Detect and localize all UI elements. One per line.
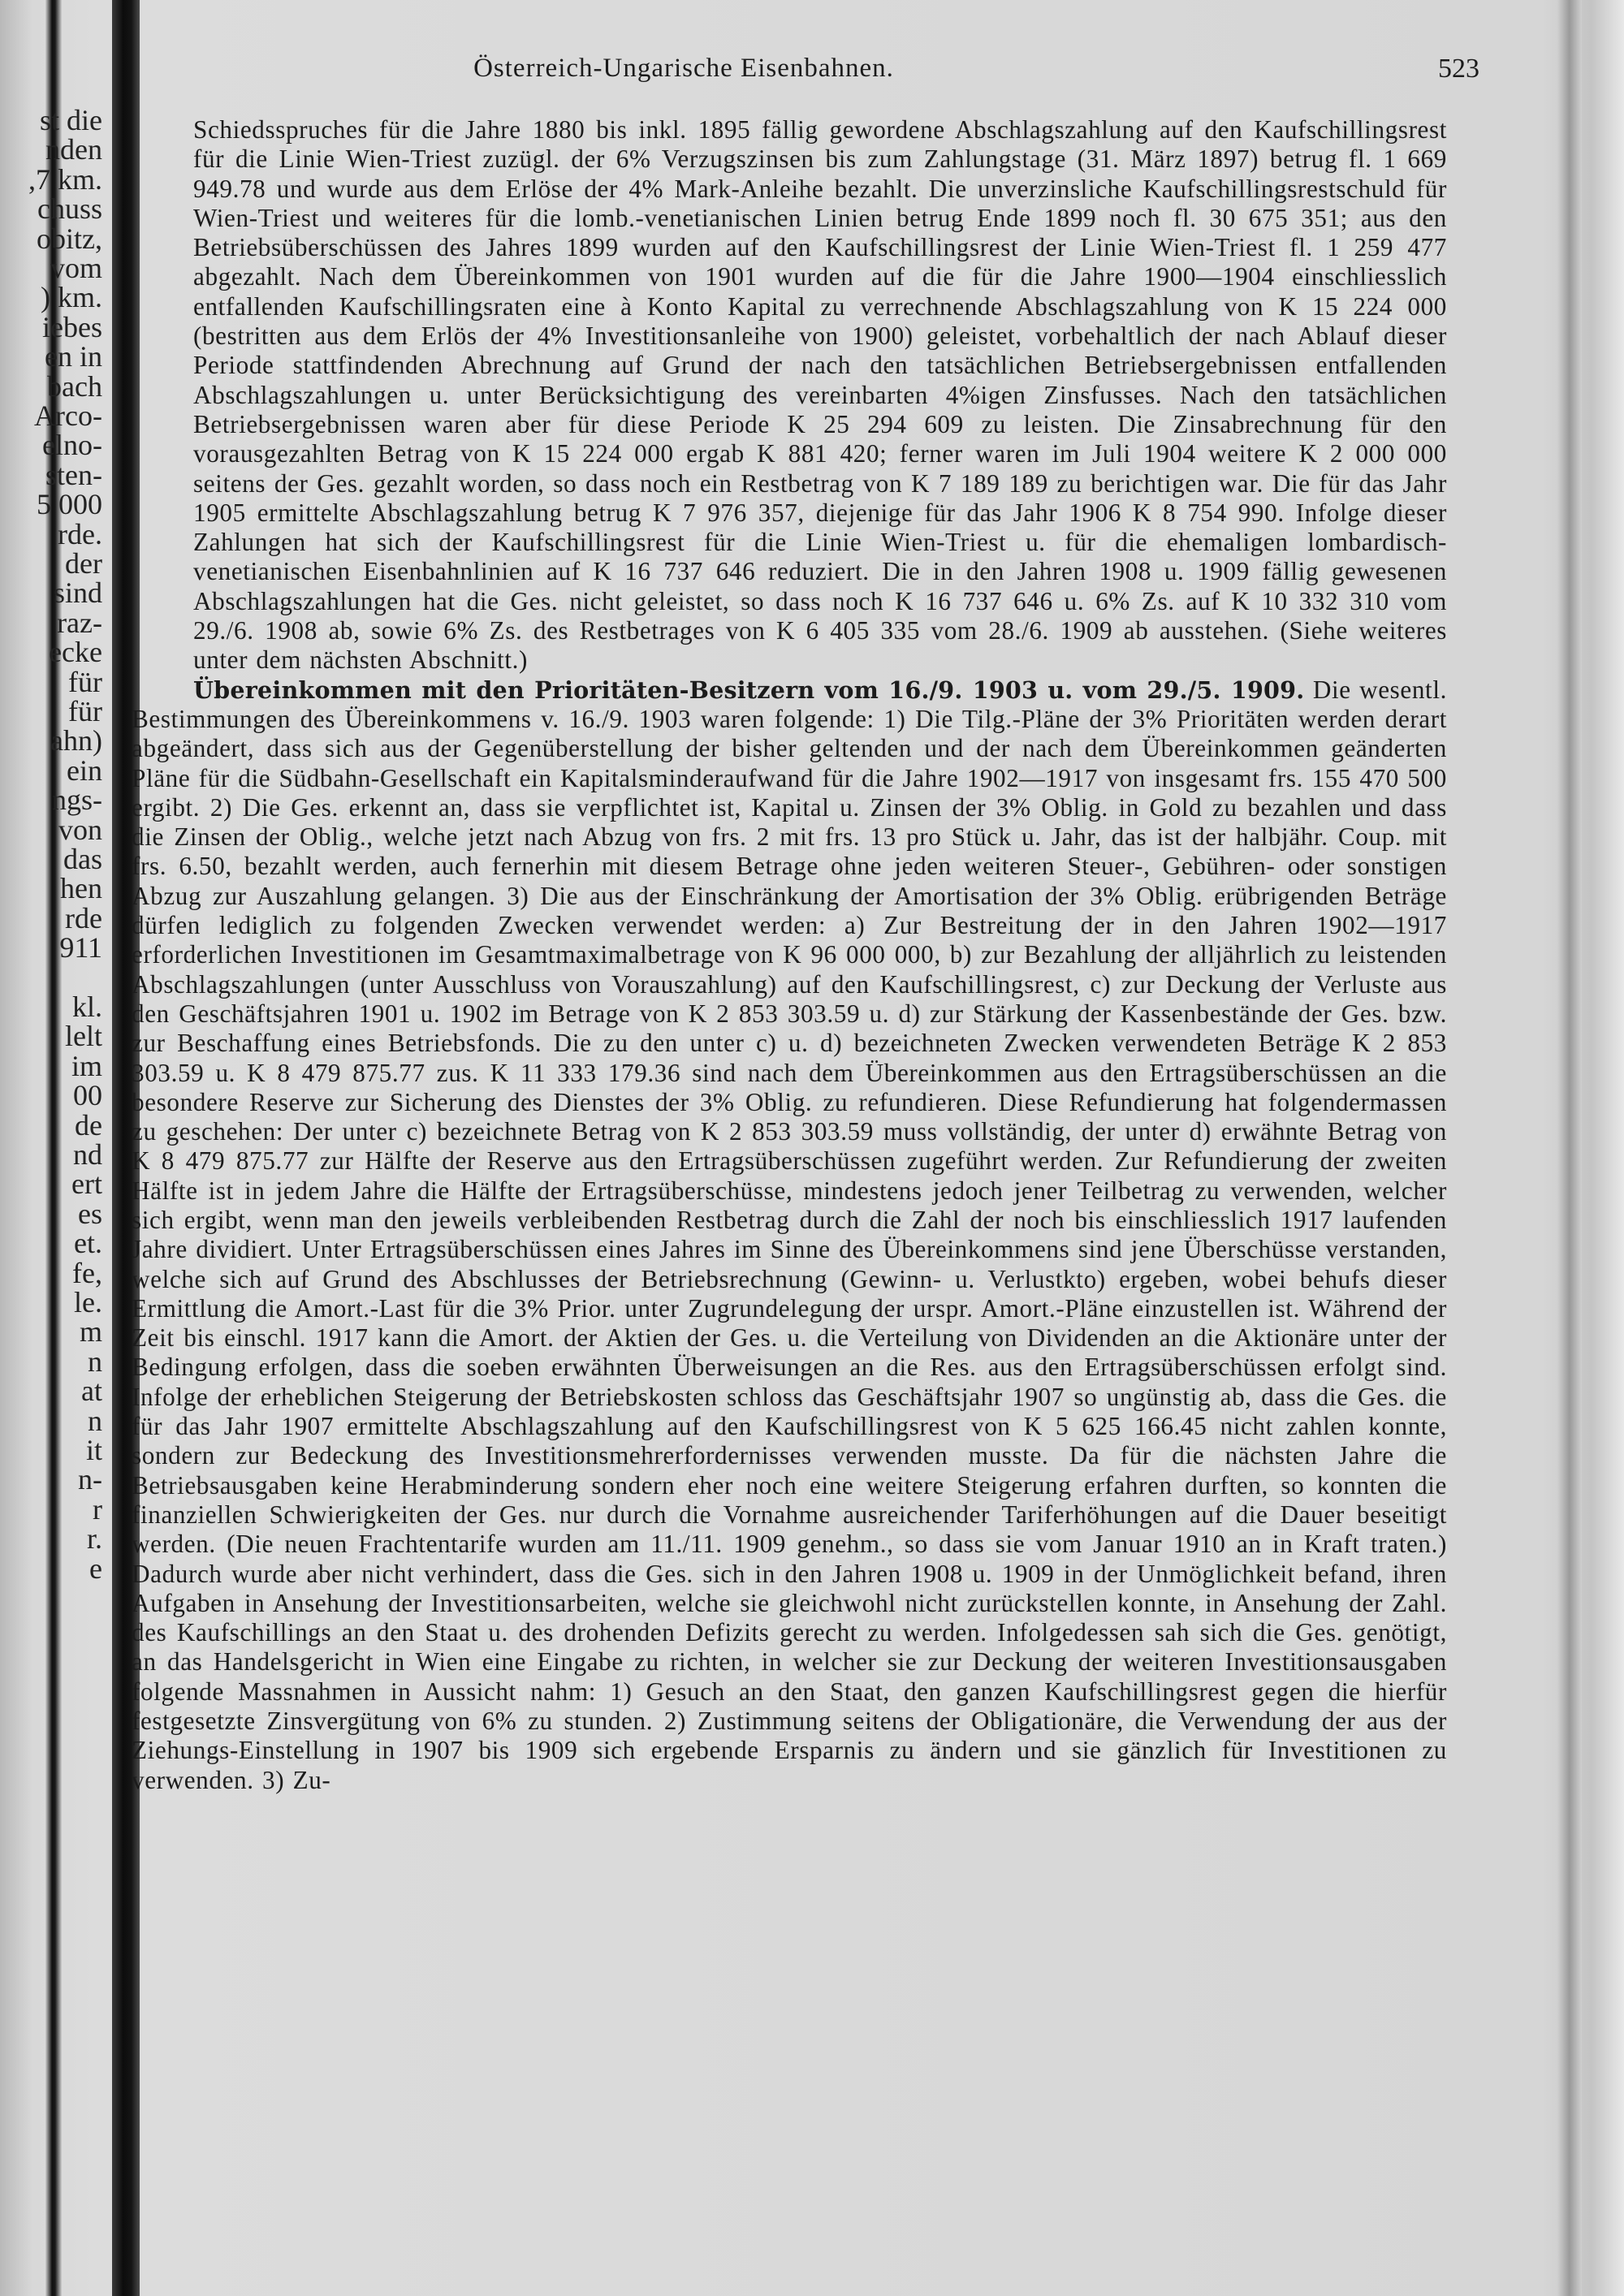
previous-page-fragment: rde bbox=[65, 901, 102, 934]
previous-page-fragment: ngs- bbox=[52, 783, 102, 817]
previous-page-fragment: vom bbox=[50, 252, 102, 284]
paragraph-uebereinkommen bbox=[132, 675, 1447, 1795]
section-heading: Übereinkommen mit den Prioritäten-Besitzern vom 16./9. 1903 u. vom 29./5. 1909. bbox=[193, 675, 1305, 704]
previous-page-fragment: iebes bbox=[42, 310, 102, 343]
previous-page-fragment: rde. bbox=[58, 517, 102, 550]
previous-page-fragment: st die bbox=[40, 106, 102, 136]
previous-page-fragment: obitz, bbox=[37, 222, 102, 255]
previous-page-fragment: bach bbox=[47, 369, 102, 403]
previous-page-fragment: le. bbox=[74, 1286, 102, 1318]
previous-page-fragment: de bbox=[75, 1108, 102, 1142]
paragraph-uebereinkommen-text: Die wesentl. Bestimmungen des Übereinkommens v. 16./9. 1903 waren folgende: 1) Die Tilg.-Pläne der 3% Prioritäten werden derart abgeändert, dass sich aus der Gegenüberstellung der bisher geltenden und der nach dem Übereinkommen geänderten Pläne für die Südbahn-Gesellschaft ein Kapitalsminderaufwand für die Jahre 1902—1917 von insgesamt frs. 155 470 500 ergibt. 2) Die Ges. erkennt an, dass sie verpflichtet ist, Kapital u. Zinsen der 3% Oblig. in Gold zu bezahlen und dass die Zinsen der Oblig., welche jetzt nach Abzug von frs. 2 mit frs. 13 pro Stück u. Jahr, das ist der halbjähr. Coup. mit frs. 6.50, bezahlt werden, auch fernerhin mit diesem Betrage ohne jeden weiteren Steuer-, Gebühren- oder sonstigen Abzug zur Auszahlung gelangen. 3) Die aus der Einschränkung der Amortisation der 3% Oblig. erübrigenden Beträge dürfen lediglich zu folgenden Zwecken verwendet werden: a) Zur Bestreitung der in den Jahren 1902—1917 erforderlichen Investitionen im Gesamtmaximalbetrage von K 96 000 000, b) zur Bezahlung der alljährlich zu leistenden Abschlagszahlungen (unter Ausschluss von Vorauszahlung) auf den Kaufschillingsrest, c) zur Deckung der Verluste aus den Geschäftsjahren 1901 u. 1902 im Betrage von K 2 853 303.59 u. d) zur Stärkung der Kassenbestände der Ges. bzw. zur Beschaffung eines Betriebsfonds. Die zu den unter c) u. d) bezeichneten Zwecken verwendeten Beträge K 2 853 303.59 u. K 8 479 875.77 zus. K 11 333 179.36 sind nach dem Übereinkommen aus den Ertragsüberschüssen an die besondere Reserve zur Sicherung des Dienstes der 3% Oblig. zu refundieren. Diese Refundierung hat folgendermassen zu geschehen: Der unter c) bezeichnete Betrag von K 2 853 303.59 muss vollständig, der unter d) erwähnte Betrag von K 8 479 875.77 zur Hälfte der Reserve aus den Ertragsüberschüssen zugeführt werden. Zur Refundierung der zweiten Hälfte ist in jedem Jahre die Hälfte der Ertragsüberschüsse, mindestens jedoch jener Teilbetrag zu verwenden, welcher sich ergibt, wenn man den jeweils verbleibenden Restbetrag durch die Zahl der noch bis einschliesslich 1917 laufenden Jahre dividiert. Unter Ertragsüberschüssen eines Jahres im Sinne des Übereinkommens sind jene Überschüsse verstanden, welche sich auf Grund des Abschlusses der Betriebsrechnung (Gewinn- u. Verlustkto) ergeben, wobei behufs dieser Ermittlung die Amort.-Last für die 3% Prior. unter Zugrundelegung der urspr. Amort.-Pläne einzustellen ist. Während der Zeit bis einschl. 1917 kann die Amort. der Aktien der Ges. u. die Verteilung von Dividenden an die Aktionäre unter der Bedingung erfolgen, dass die soeben erwähnten Überweisungen an die Res. aus den Ertragsüberschüssen erfolgt sind. Infolge der erheblichen Steigerung der Betriebskosten schloss das Geschäftsjahr 1907 so ungünstig ab, dass die Ges. die für das Jahr 1907 ermittelte Abschlagszahlung auf den Kaufschillingsrest von K 5 625 166.45 nicht zahlen konnte, sondern zur Bedeckung des Investitionsmehrerfordernisses verwenden musste. Da für die nächsten Jahre die Betriebsausgaben keine Herabminderung sondern eher noch eine weitere Steigerung erfahren durften, so konnten die finanziellen Schwierigkeiten der Ges. nur durch die Vornahme ausreichender Tariferhöhungen auf die Dauer beseitigt werden. (Die neuen Frachtentarife wurden am 11./11. 1909 genehm., so dass sie vom Januar 1910 an in Kraft traten.) Dadurch wurde aber nicht verhindert, dass die Ges. sich in den Jahren 1908 u. 1909 in der Unmöglichkeit befand, ihren Aufgaben in Ansehung der Investitionsarbeiten, welche sie gleichwohl nicht zurückstellen konnte, in Ansehung der Zahl. des Kaufschillings an den Staat u. des drohenden Defizits gerecht zu werden. Infolgedessen sah sich die Ges. genötigt, an das Handelsgericht in Wien eine Eingabe zu richten, in welcher sie zur Deckung der weiteren Investitionsausgaben folgende Massnahmen in Aussicht nahm: 1) Gesuch an den Staat, den ganzen Kaufschillingsrest gegen die hierfür festgesetzte Zinsvergütung von 6% zu stunden. 2) Zustimmung seitens der Obligationäre, die Verwendung der aus der Ziehungs-Einstellung in 1907 bis 1909 sich ergebende Ersparnis zu ändern und sie gänzlich für Investitionen zu verwenden. 3) Zu- bbox=[132, 675, 1447, 1794]
page-right-edge bbox=[1557, 0, 1582, 2296]
previous-page-edge bbox=[0, 106, 110, 1973]
previous-page-fragment: von bbox=[58, 813, 102, 846]
previous-page-fragment: lelt bbox=[65, 1020, 102, 1053]
previous-page-fragment: im bbox=[71, 1049, 102, 1082]
previous-page-fragment: at bbox=[81, 1375, 102, 1408]
previous-page-fragment: elno- bbox=[42, 429, 102, 462]
page-number: 523 bbox=[1438, 54, 1479, 84]
previous-page-fragment: für bbox=[68, 665, 102, 698]
previous-page-fragment: raz- bbox=[57, 606, 102, 639]
previous-page-fragment: es bbox=[78, 1197, 102, 1230]
previous-page-fragment: ,7 km. bbox=[28, 162, 102, 196]
previous-page-fragment: it bbox=[85, 1434, 102, 1466]
previous-page-fragment: n bbox=[88, 1344, 102, 1378]
previous-page-fragment: et. bbox=[74, 1227, 102, 1260]
previous-page-fragment: Arco- bbox=[34, 399, 102, 432]
previous-page-fragment: n- bbox=[78, 1463, 102, 1496]
previous-page-fragment: hen bbox=[60, 872, 102, 905]
previous-page-fragment: für bbox=[68, 695, 102, 727]
previous-page-fragment: ert bbox=[71, 1167, 102, 1201]
previous-page-fragment: sind bbox=[53, 576, 102, 610]
document-page bbox=[132, 49, 1479, 2241]
previous-page-fragment: 911 bbox=[59, 931, 102, 965]
previous-page-fragment: ) km. bbox=[41, 281, 102, 314]
previous-page-fragment: ein bbox=[67, 753, 102, 787]
paragraph-kaufschilling: Schiedsspruches für die Jahre 1880 bis inkl. 1895 fällig gewordene Abschlagszahlung auf den Kaufschillingsrest für die Linie Wien-Triest zuzügl. der 6% Verzugszinsen bis zum Zahlungstage (31. März 1897) betrug fl. 1 669 949.78 und wurde aus dem Erlöse der 4% Mark-Anleihe bezahlt. Die unverzinsliche Kaufschillingsrestschuld für Wien-Triest und weiteres für die lomb.-venetianischen Linien betrug Ende 1899 noch fl. 30 675 351; aus den Betriebsüberschüssen des Jahres 1899 wurden auf den Kaufschillingsrest der Linie Wien-Triest fl. 1 259 477 abgezahlt. Nach dem Übereinkommen von 1901 wurden auf die für die Jahre 1900—1904 einschliesslich entfallenden Kaufschillingsraten eine à Konto Kapital zu verrechnende Abschlagszahlung von K 15 224 000 (bestritten aus dem Erlös der 4% Investitionsanleihe von 1900) geleistet, vorbehaltlich der nach Ablauf dieser Periode stattfindenden Abrechnung auf Grund der nach den tatsächlichen Betriebsergebnissen entfallenden Abschlagszahlungen u. unter Berücksichtigung des vereinbarten 4%igen Zinsfusses. Nach den tatsächlichen Betriebsergebnissen waren aber für diese Periode K 25 294 609 zu leisten. Die Zinsabrechnung für den vorausgezahlten Betrag von K 15 224 000 ergab K 881 420; ferner waren im Juli 1904 weitere K 2 000 000 seitens der Ges. gezahlt worden, so dass noch ein Restbetrag von K 7 189 189 zu berichtigen war. Die für das Jahr 1905 ermittelte Abschlagszahlung betrug K 7 976 357, diejenige für das Jahr 1906 K 8 754 990. Infolge dieser Zahlungen hat sich der Kaufschillingsrest für die Linie Wien-Triest u. für die ehemaligen lombardisch-venetianischen Eisenbahnlinien auf K 16 737 646 reduziert. Die in den Jahren 1908 u. 1909 fällig gewesenen Abschlagszahlungen hat die Ges. nicht geleistet, so dass noch K 16 737 646 u. 6% Zs. auf K 10 332 310 vom 29./6. 1908 ab, sowie 6% Zs. des Restbetrages von K 6 405 335 vom 28./6. 1909 ab ausstehen. (Siehe weiteres unter dem nächsten Abschnitt.) bbox=[193, 115, 1447, 675]
previous-page-fragment: fe, bbox=[72, 1256, 102, 1289]
page-header bbox=[132, 54, 1479, 93]
previous-page-fragment: ecke bbox=[49, 636, 102, 669]
previous-page-fragment: sten- bbox=[45, 458, 102, 491]
previous-page-fragment: kl. bbox=[71, 990, 102, 1023]
previous-page-fragment: nd bbox=[73, 1138, 102, 1171]
previous-page-fragment: das bbox=[63, 843, 102, 875]
previous-page-fragment: en in bbox=[45, 340, 102, 373]
previous-page-fragment: ahn) bbox=[50, 724, 102, 757]
previous-page-fragment: m bbox=[79, 1315, 102, 1349]
previous-page-fragment: nden bbox=[45, 133, 102, 166]
previous-page-fragment: r bbox=[93, 1492, 102, 1526]
previous-page-fragment: der bbox=[65, 547, 102, 580]
running-title: Österreich-Ungarische Eisenbahnen. bbox=[473, 54, 894, 83]
previous-page-fragment: e bbox=[89, 1552, 102, 1585]
body-text bbox=[132, 115, 1447, 1795]
previous-page-fragment: 00 bbox=[73, 1079, 102, 1112]
previous-page-fragment: n bbox=[88, 1404, 102, 1437]
previous-page-fragment: 5 000 bbox=[37, 488, 102, 521]
previous-page-fragment: chuss bbox=[37, 192, 102, 226]
previous-page-fragment: r. bbox=[86, 1522, 102, 1556]
